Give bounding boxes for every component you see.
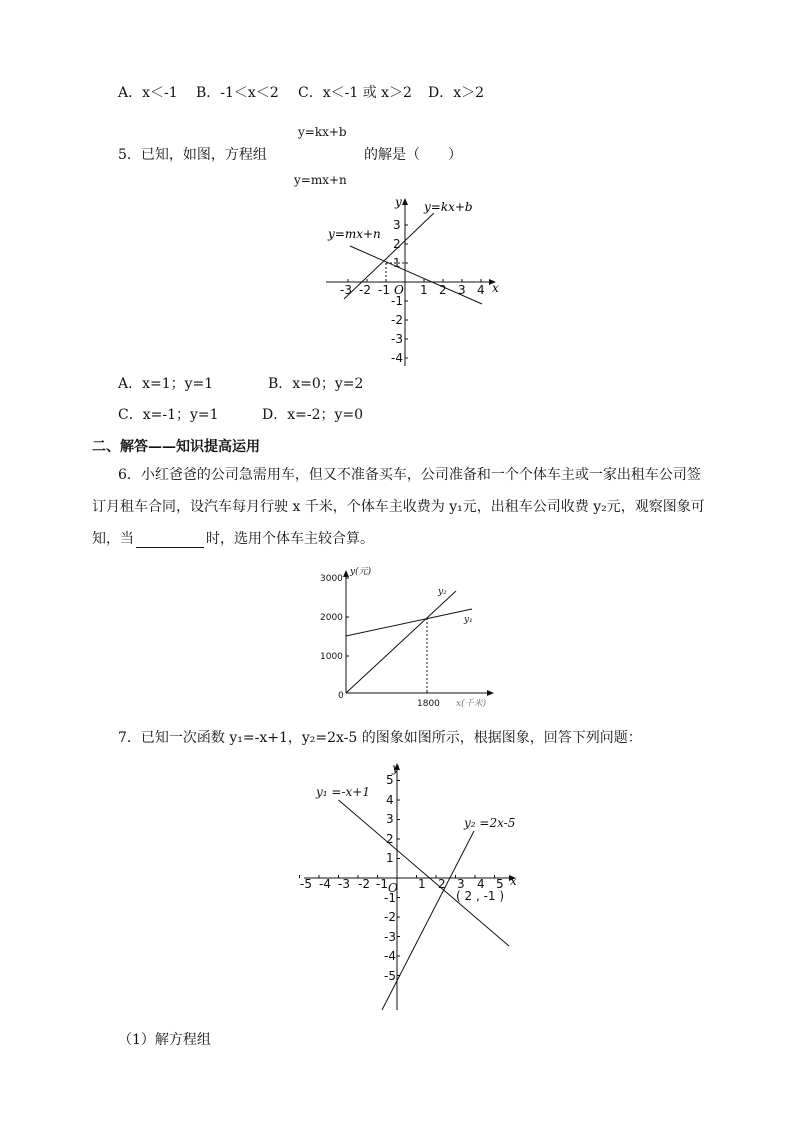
q5-x-tick: 4 bbox=[477, 283, 485, 297]
q5-option-d: D．x=-2；y=0 bbox=[262, 407, 364, 423]
q5-label-kx-b: y=kx+b bbox=[424, 200, 473, 214]
q5-x-tick: -1 bbox=[378, 283, 390, 297]
q4-option-c: C．x＜-1 或 x＞2 bbox=[298, 85, 412, 101]
q7-x-tick: -5 bbox=[300, 877, 312, 891]
q5-x-tick: -3 bbox=[340, 283, 352, 297]
q5-option-c: C．x=-1；y=1 bbox=[118, 407, 219, 423]
section-title: 二、解答——知识提高运用 bbox=[92, 439, 260, 455]
q5-y-tick: 1 bbox=[393, 256, 401, 270]
q7-graph bbox=[298, 758, 528, 1014]
q7-y-tick: -4 bbox=[384, 949, 396, 963]
q7-y-tick: 3 bbox=[386, 812, 394, 826]
q7-label-y1: y₁ =-x+1 bbox=[316, 785, 370, 799]
q7-x-tick: 3 bbox=[457, 877, 465, 891]
q6-y-tick: 3000 bbox=[320, 574, 343, 584]
q7-x-tick: -2 bbox=[358, 877, 370, 891]
q4-option-d: D．x＞2 bbox=[428, 85, 485, 101]
q6-line-3-prefix: 知，当 bbox=[92, 531, 134, 547]
q5-equation-1: y=kx+b bbox=[298, 125, 347, 139]
q6-answer-blank[interactable] bbox=[136, 533, 204, 548]
q6-x-tick: 1800 bbox=[417, 699, 440, 709]
q6-label-y1: y₁ bbox=[464, 615, 473, 625]
q7-y-tick: -2 bbox=[384, 910, 396, 924]
q7-y-tick: -5 bbox=[384, 969, 396, 983]
q6-line-3 bbox=[92, 530, 374, 548]
q5-option-a: A．x=1；y=1 bbox=[118, 376, 214, 392]
q6-graph bbox=[316, 564, 502, 714]
q5-y-tick: 2 bbox=[393, 237, 401, 251]
q5-x-tick: 2 bbox=[439, 283, 447, 297]
q7-x-label: x bbox=[510, 874, 517, 888]
q5-stem-prefix: 5．已知，如图，方程组 bbox=[118, 147, 267, 163]
q4-option-a: A．x＜-1 bbox=[118, 85, 178, 101]
q7-y-tick: 4 bbox=[386, 793, 394, 807]
q7-y-tick: -3 bbox=[384, 930, 396, 944]
q7-y-label: y bbox=[392, 761, 399, 775]
q5-x-tick: -2 bbox=[359, 283, 371, 297]
q6-line-2: 订月租车合同，设汽车每月行驶 x 千米，个体车主收费为 y₁元，出租车公司收费 y₂元，观察图象可 bbox=[92, 499, 705, 515]
q5-x-tick: 3 bbox=[458, 283, 466, 297]
q7-y-tick: 2 bbox=[386, 832, 394, 846]
q7-stem: 7．已知一次函数 y₁=-x+1，y₂=2x-5 的图象如图所示，根据图象，回答下列问题： bbox=[118, 730, 642, 746]
q7-x-tick: -4 bbox=[319, 877, 331, 891]
q5-graph bbox=[320, 194, 510, 370]
q7-y-tick: -1 bbox=[384, 891, 396, 905]
q7-y-tick: 5 bbox=[386, 773, 394, 787]
q7-x-tick: -1 bbox=[376, 877, 388, 891]
q5-y-label: y bbox=[395, 195, 402, 209]
q7-y-tick: 1 bbox=[386, 851, 394, 865]
q7-sub-question-1: （1）解方程组 bbox=[118, 1032, 211, 1048]
q5-origin: O bbox=[394, 283, 404, 297]
q7-x-tick: 5 bbox=[496, 877, 504, 891]
q6-y-tick: 0 bbox=[338, 691, 344, 701]
q7-x-tick: 1 bbox=[418, 877, 426, 891]
q7-origin: O bbox=[388, 881, 398, 895]
q6-x-arrow bbox=[487, 690, 494, 696]
q7-x-tick: 4 bbox=[477, 877, 485, 891]
q7-x-tick: -3 bbox=[338, 877, 350, 891]
q4-option-b: B．-1＜x＜2 bbox=[196, 85, 279, 101]
q5-x-label: x bbox=[492, 281, 499, 295]
q5-x-tick: 1 bbox=[420, 283, 428, 297]
q6-line-1: 6．小红爸爸的公司急需用车，但又不准备买车，公司准备和一个个体车主或一家出租车公司签 bbox=[118, 467, 701, 483]
q7-label-y2: y₂ =2x-5 bbox=[464, 816, 516, 830]
q6-label-y2: y₂ bbox=[438, 587, 447, 597]
q6-x-label: x(千米) bbox=[456, 699, 487, 709]
q5-stem-suffix: 的解是（ ） bbox=[364, 147, 462, 163]
q6-y-arrow bbox=[343, 570, 349, 577]
q6-line-y1 bbox=[346, 609, 472, 636]
q5-option-b: B．x=0；y=2 bbox=[268, 376, 364, 392]
q6-line-3-suffix: 时，选用个体车主较合算。 bbox=[206, 531, 374, 547]
q7-point-label: ( 2 , -1 ) bbox=[456, 889, 505, 903]
q5-y-tick: -1 bbox=[391, 294, 403, 308]
q5-y-tick: -2 bbox=[391, 313, 403, 327]
q5-y-tick: 3 bbox=[393, 218, 401, 232]
q5-label-mx-n: y=mx+n bbox=[328, 227, 381, 241]
q5-y-tick: -4 bbox=[391, 351, 403, 365]
q5-equation-2: y=mx+n bbox=[294, 173, 347, 187]
q6-y-tick: 2000 bbox=[320, 613, 343, 623]
q6-y-label: y(元) bbox=[350, 567, 372, 577]
q5-y-tick: -3 bbox=[391, 332, 403, 346]
q6-y-tick: 1000 bbox=[320, 652, 343, 662]
q6-line-y2 bbox=[346, 591, 456, 693]
q7-x-tick: 2 bbox=[438, 877, 446, 891]
q5-y-arrow bbox=[402, 198, 408, 205]
